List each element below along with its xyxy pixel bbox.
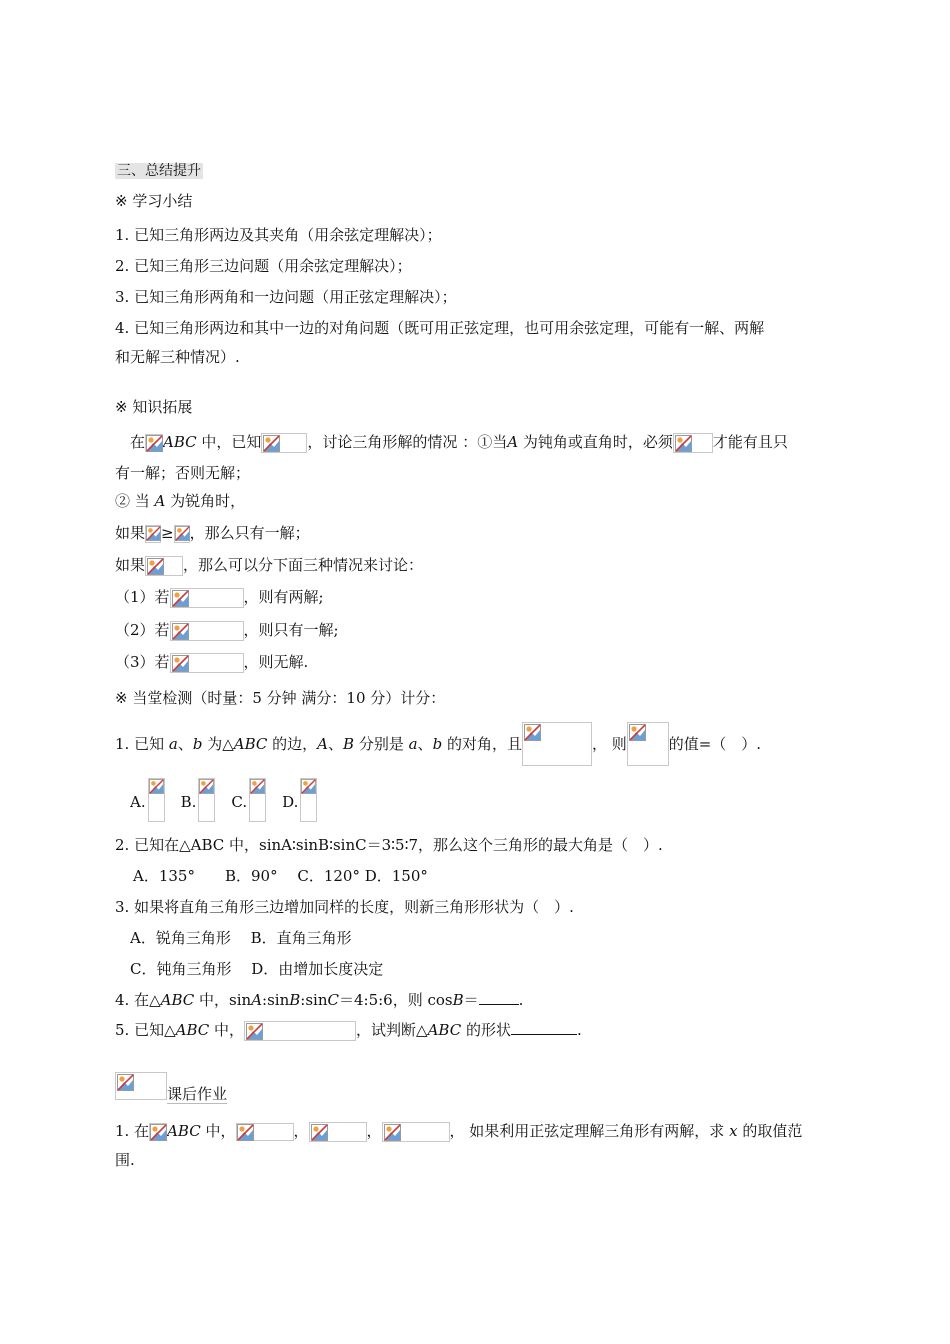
broken-image-icon: [309, 1122, 367, 1142]
broken-image-icon: [148, 778, 165, 822]
broken-image-icon: [627, 722, 669, 766]
extension-paragraph: 如果 ≥ ，那么只有一解；: [115, 524, 310, 542]
broken-image-icon: [236, 1123, 294, 1141]
broken-image-icon: [145, 525, 161, 543]
broken-image-icon: [170, 653, 244, 673]
extension-paragraph: 在 ABC 中，已知 ，讨论三角形解的情况 ：①当A 为钝角或直角时，必须 才能有且只: [130, 433, 788, 451]
extension-heading: ※ 知识拓展: [115, 398, 193, 416]
answer-blank: [479, 1004, 519, 1005]
homework-question-1-cont: 围.: [115, 1151, 135, 1169]
summary-item: 2. 已知三角形三边问题（用余弦定理解决）；: [115, 257, 412, 275]
section-title: 三、总结提升: [117, 163, 201, 179]
case-item: （1）若 ，则有两解;: [115, 588, 324, 606]
question-2: 2. 已知在△ABC 中，sinA∶sinB∶sinC＝3∶5∶7，那么这个三角形的最大角是（ ）.: [115, 836, 663, 854]
broken-image-icon: [244, 1021, 356, 1041]
summary-item: 1. 已知三角形两边及其夹角（用余弦定理解决）；: [115, 226, 442, 244]
answer-blank: [511, 1034, 577, 1035]
broken-image-icon: [522, 722, 592, 766]
summary-item: 4. 已知三角形两边和其中一边的对角问题（既可用正弦定理，也可用余弦定理，可能有一解、两解: [115, 319, 765, 337]
question-3: 3. 如果将直角三角形三边增加同样的长度，则新三角形形状为（ ）.: [115, 898, 574, 916]
case-item: （3）若 ，则无解.: [115, 653, 309, 671]
question-2-options: A．135° B．90° C．120° D．150°: [133, 867, 428, 885]
broken-image-icon: [300, 778, 317, 822]
broken-image-icon: [198, 778, 215, 822]
homework-question-1: 1. 在 ABC 中， ， ， ， 如果利用正弦定理解三角形有两解，求 x 的取值范: [115, 1122, 803, 1140]
question-3-options: C．钝角三角形 D．由增加长度决定: [130, 960, 384, 978]
broken-image-icon: [249, 778, 266, 822]
broken-image-icon: [174, 525, 190, 543]
question-3-options: A．锐角三角形 B．直角三角形: [130, 929, 352, 947]
summary-item: 3. 已知三角形两角和一边问题（用正弦定理解决）；: [115, 288, 457, 306]
question-5: 5. 已知△ABC 中， ，试判断△ABC 的形状 .: [115, 1021, 582, 1039]
summary-heading: ※ 学习小结: [115, 192, 193, 210]
broken-image-icon: [261, 433, 307, 453]
extension-paragraph: ② 当 A 为锐角时，: [115, 492, 246, 510]
homework-heading: 课后作业: [115, 1072, 227, 1100]
extension-paragraph: 有一解；否则无解；: [115, 464, 251, 482]
question-1: 1. 已知 a、b 为△ABC 的边，A、B 分别是 a、b 的对角，且 ， 则 的值=（ ）.: [115, 722, 761, 766]
broken-image-icon: [145, 556, 183, 576]
broken-image-icon: [382, 1122, 450, 1142]
check-heading: ※ 当堂检测（时量：5 分钟 满分：10 分）计分：: [115, 689, 446, 707]
broken-image-icon: [115, 1072, 167, 1100]
broken-image-icon: [145, 434, 163, 452]
question-4: 4. 在△ABC 中，sinA:sinB:sinC＝4:5:6，则 cosB＝ .: [115, 991, 524, 1009]
question-1-options: A. B. C. D.: [130, 778, 317, 822]
case-item: （2）若 ，则只有一解;: [115, 621, 339, 639]
extension-paragraph: 如果 ，那么可以分下面三种情况来讨论：: [115, 556, 424, 574]
broken-image-icon: [170, 588, 244, 608]
broken-image-icon: [673, 433, 713, 453]
summary-item: 和无解三种情况）.: [115, 348, 240, 366]
broken-image-icon: [149, 1123, 167, 1141]
broken-image-icon: [170, 621, 244, 641]
